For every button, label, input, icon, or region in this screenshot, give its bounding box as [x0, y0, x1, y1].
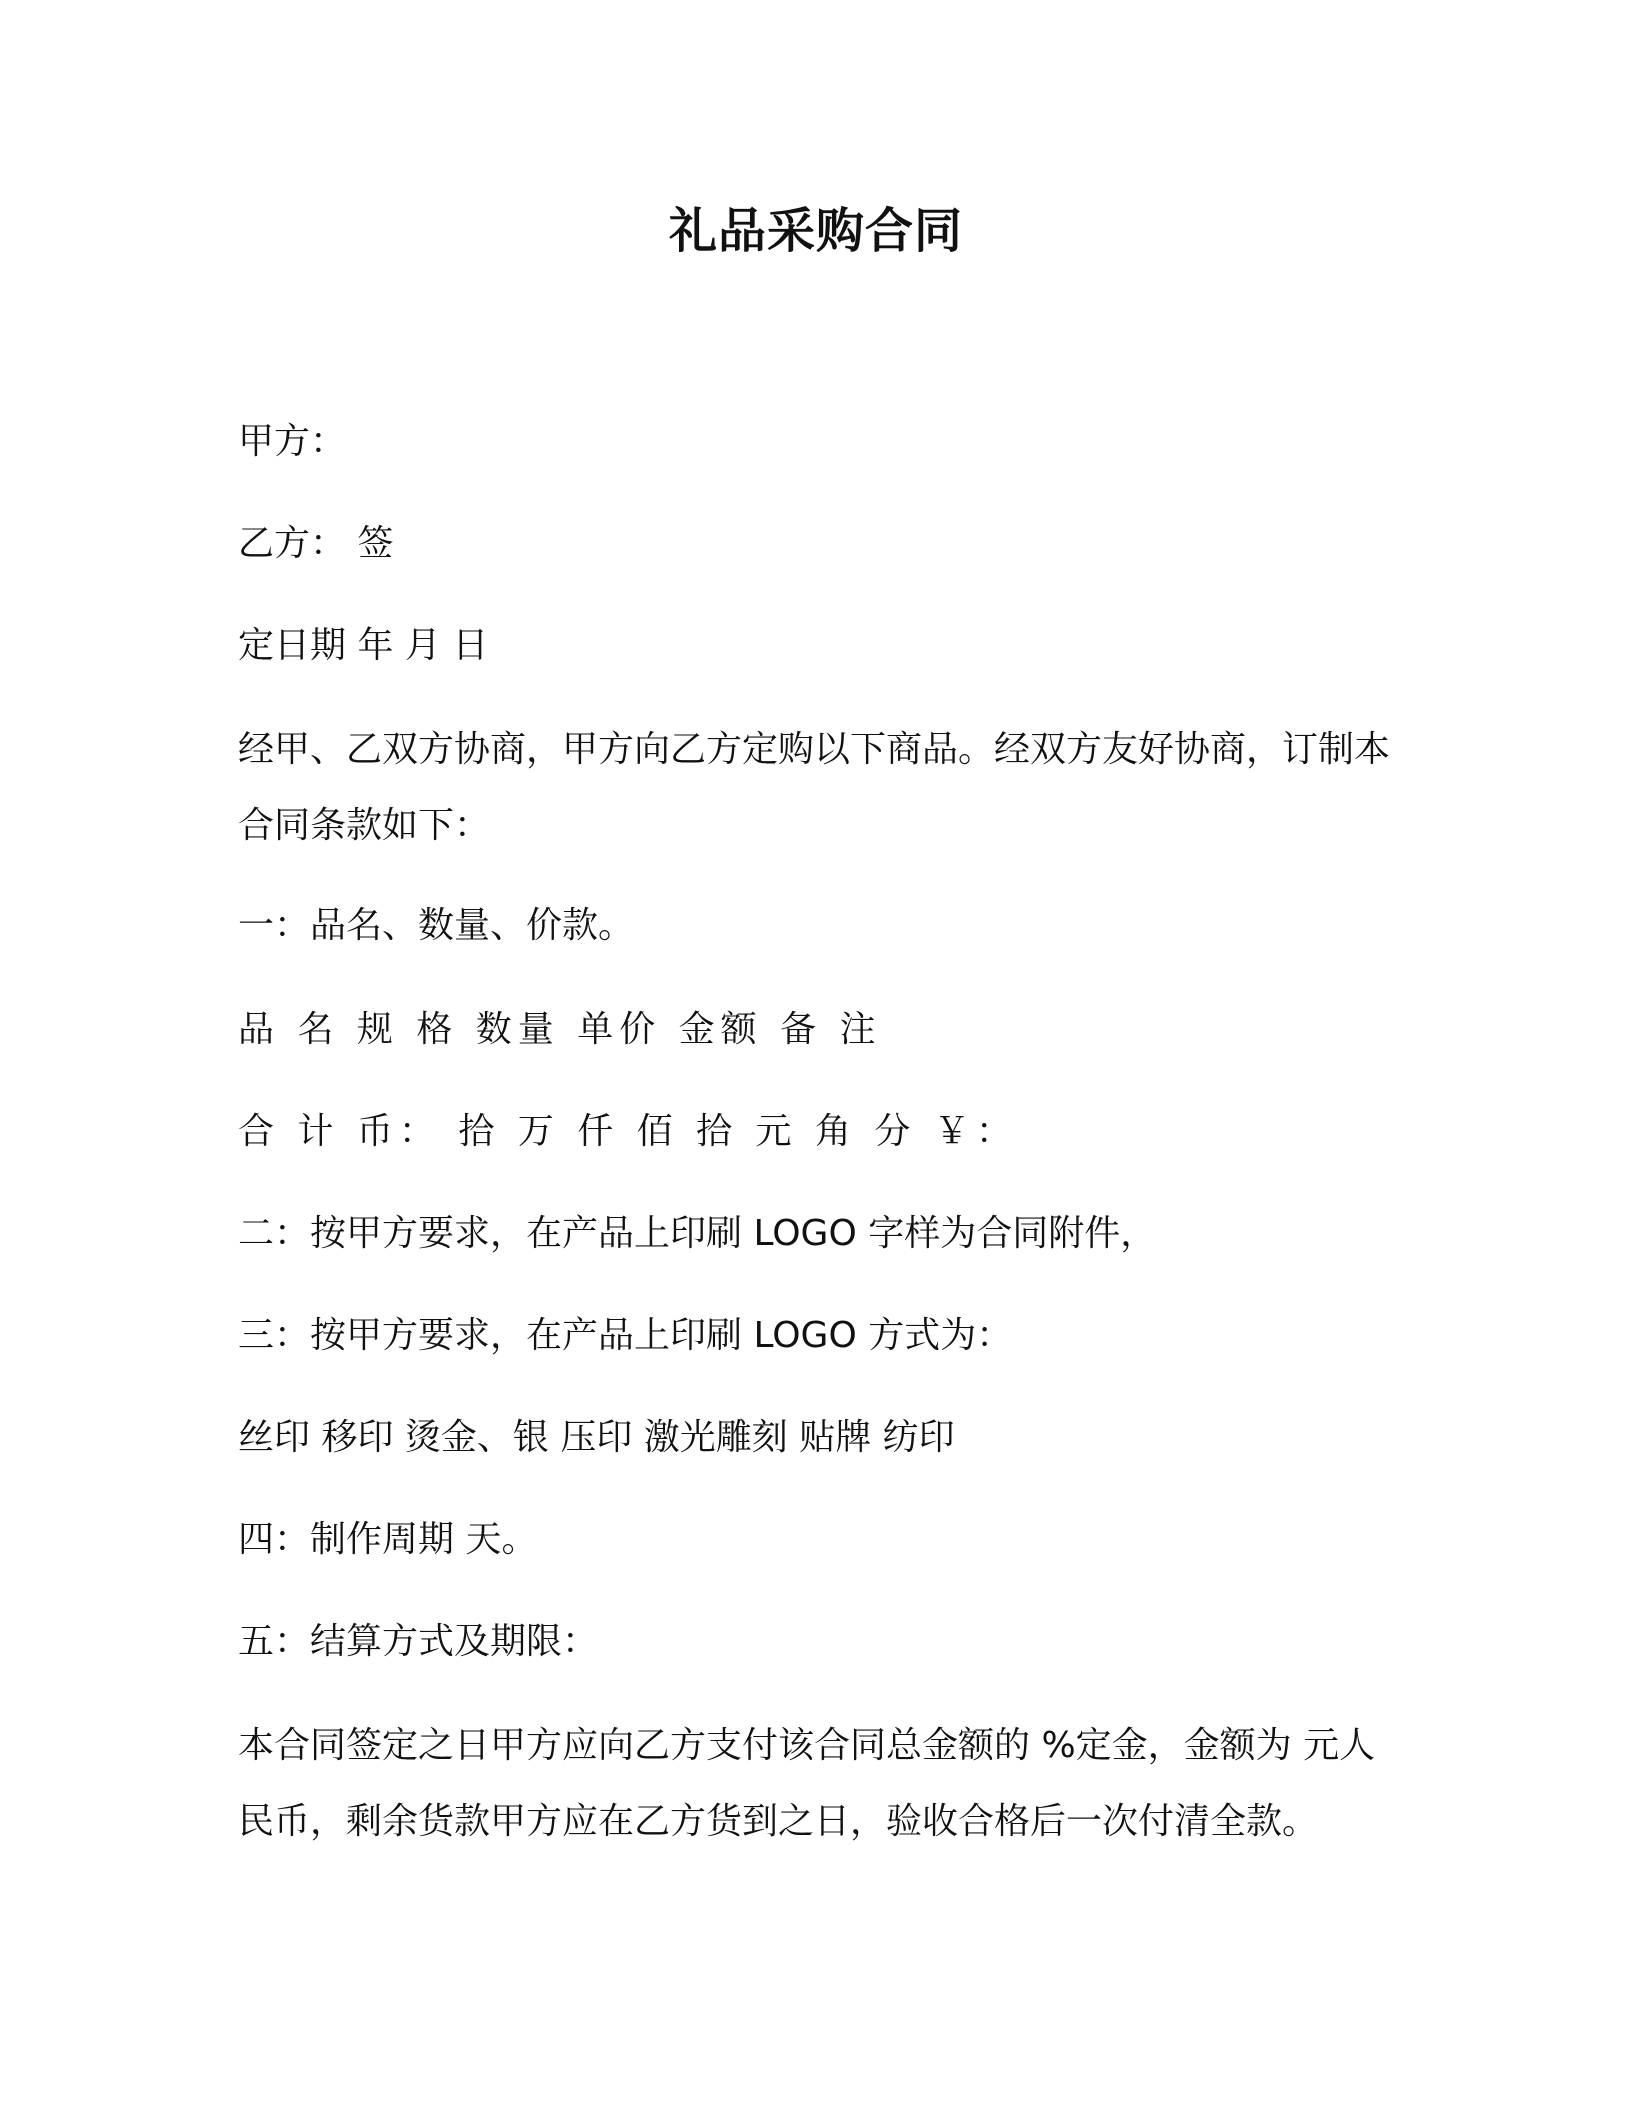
clause-1-heading: 一：品名、数量、价款。	[238, 905, 635, 946]
clause-2-line: 二：按甲方要求，在产品上印刷 LOGO 字样为合同附件，	[238, 1213, 1157, 1254]
party-a-line: 甲方：	[238, 421, 347, 462]
clause-4-line: 四：制作周期 天。	[238, 1519, 538, 1560]
payment-paragraph: 本合同签定之日甲方应向乙方支付该合同总金额的 %定金，金额为 元人民币，剩余货款甲方应在乙方货到之日，验收合格后一次付清全款。	[238, 1725, 1376, 1842]
clause-3-line: 三：按甲方要求，在产品上印刷 LOGO 方式为：	[238, 1315, 1013, 1356]
intro-paragraph: 经甲、乙双方协商，甲方向乙方定购以下商品。经双方友好协商，订制本合同条款如下：	[238, 729, 1391, 846]
total-amount-line: 合 计 币： 拾 万 仟 佰 拾 元 角 分 ￥：	[238, 1111, 1018, 1152]
item-columns-line: 品 名 规 格 数量 单价 金额 备 注	[238, 1009, 882, 1050]
party-b-line: 乙方： 签	[238, 523, 394, 564]
signing-date-line: 定日期 年 月 日	[238, 625, 489, 666]
document-title: 礼品采购合同	[668, 203, 963, 259]
print-methods-line: 丝印 移印 烫金、银 压印 激光雕刻 贴牌 纺印	[238, 1417, 955, 1458]
clause-5-heading: 五：结算方式及期限：	[238, 1621, 599, 1662]
